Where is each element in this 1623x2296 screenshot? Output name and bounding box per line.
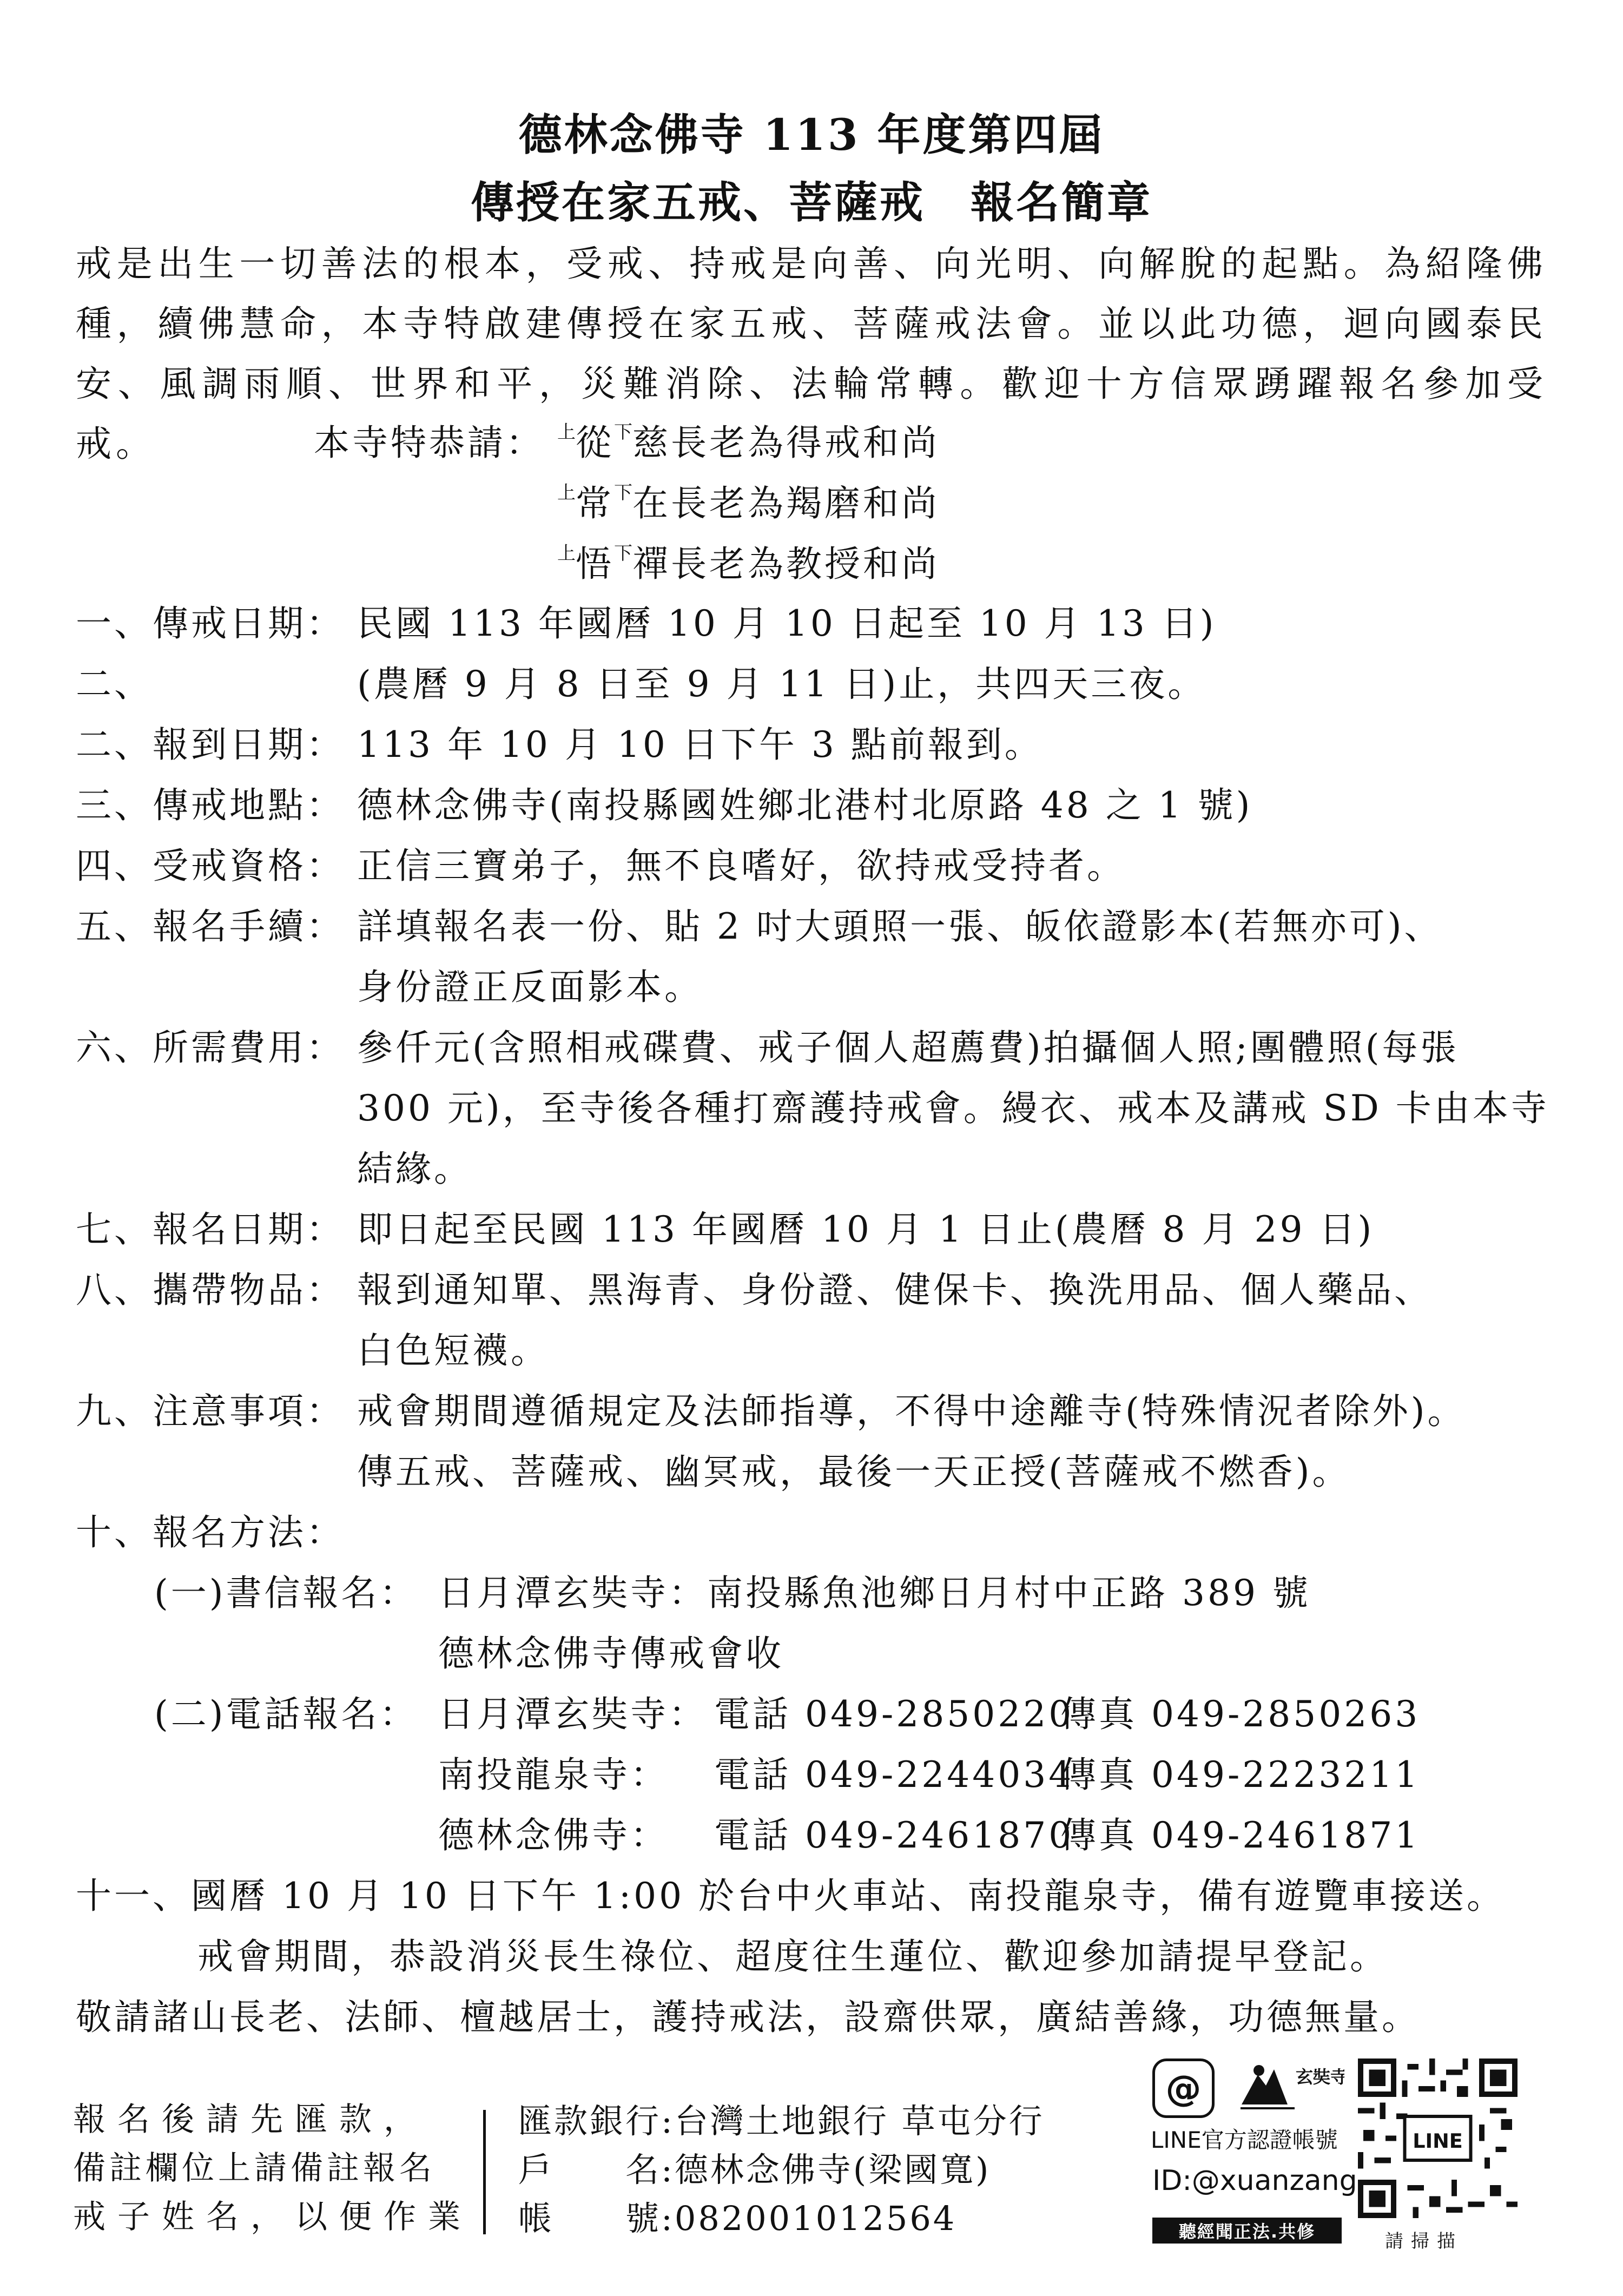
- title-line-1: 德林念佛寺 113 年度第四屆: [518, 109, 1105, 160]
- item-label: 八、攜帶物品：: [76, 1269, 345, 1311]
- account-number-label: 帳 號:: [518, 2199, 675, 2238]
- master-name-char: 從: [576, 422, 614, 464]
- fax-number: 傳真 049-2461871: [1060, 1815, 1421, 1856]
- item-text: 即日起至民國 113 年國曆 10 月 1 日止(農曆 8 月 29 日): [357, 1209, 1375, 1250]
- item-text: 詳填報名表一份、貼 2 吋大頭照一張、皈依證影本(若無亦可)、: [357, 906, 1443, 947]
- item-label: 六、所需費用：: [76, 1027, 345, 1068]
- phone-number: 電話 049-2461870: [714, 1815, 1074, 1856]
- master-name-char: 禪: [632, 543, 671, 585]
- closing-line-1: 戒會期間，恭設消災長生祿位、超度往生蓮位、歡迎參加請提早登記。: [197, 1936, 1388, 1977]
- bank-value: 台灣土地銀行 草屯分行: [674, 2101, 1045, 2141]
- item-text: 113 年 10 月 10 日下午 3 點前報到。: [357, 724, 1043, 766]
- item-label: 七、報名日期：: [76, 1209, 345, 1250]
- footer-divider: [483, 2110, 486, 2234]
- master-role: 長老為羯磨和尚: [671, 483, 940, 524]
- master-role: 長老為教授和尚: [671, 543, 940, 585]
- account-name-value: 德林念佛寺(梁國寬): [674, 2150, 991, 2189]
- qr-code-icon[interactable]: [1358, 2059, 1518, 2218]
- mail-method-line: 德林念佛寺傳戒會收: [438, 1633, 784, 1674]
- fax-number: 傳真 049-2223211: [1060, 1754, 1421, 1796]
- temple-logo: [1236, 2053, 1344, 2118]
- slogan-badge: 聽經聞正法.共修: [1152, 2218, 1342, 2244]
- item-text: 300 元)，至寺後各種打齋護持戒會。縵衣、戒本及講戒 SD 卡由本寺: [357, 1087, 1549, 1129]
- master-role: 長老為得戒和尚: [671, 422, 940, 464]
- master-honorific-upper: 上: [557, 543, 576, 564]
- phone-number: 電話 049-2244034: [714, 1754, 1074, 1796]
- master-honorific-upper: 上: [557, 421, 576, 443]
- item-label: 九、注意事項：: [76, 1390, 345, 1432]
- closing-line-2: 敬請諸山長老、法師、檀越居士，護持戒法，設齋供眾，廣結善緣，功德無量。: [76, 1996, 1420, 2038]
- master-line-2: [557, 482, 940, 524]
- item-text: 德林念佛寺(南投縣國姓鄉北港村北原路 48 之 1 號): [357, 784, 1253, 826]
- footer-note-line: 報名後請先匯款，: [73, 2101, 428, 2139]
- item-11: 十一、國曆 10 月 10 日下午 1:00 於台中火車站、南投龍泉寺，備有遊覽車接送。: [76, 1875, 1506, 1917]
- invite-label: 本寺特恭請：: [314, 422, 544, 464]
- bank-row: [518, 2101, 1045, 2141]
- item-text: 報到通知單、黑海青、身份證、健保卡、換洗用品、個人藥品、: [357, 1269, 1433, 1311]
- phone-temple: 德林念佛寺：: [438, 1815, 669, 1856]
- item-text: 白色短襪。: [357, 1330, 549, 1371]
- master-name-char: 在: [632, 483, 671, 524]
- account-name-row: [518, 2150, 991, 2189]
- line-at-icon: @: [1152, 2059, 1215, 2118]
- master-name-char: 慈: [632, 422, 671, 464]
- item-text: 參仟元(含照相戒碟費、戒子個人超薦費)拍攝個人照;團體照(每張: [357, 1027, 1459, 1068]
- title-line-2: 傳授在家五戒、菩薩戒 報名簡章: [471, 177, 1152, 228]
- fax-number: 傳真 049-2850263: [1060, 1693, 1421, 1735]
- item-label: 五、報名手續：: [76, 906, 345, 947]
- item-text: 結緣。: [357, 1148, 472, 1190]
- master-name-char: 悟: [576, 543, 614, 585]
- master-honorific-lower: 下: [614, 482, 632, 504]
- account-name-label: 戶 名:: [518, 2150, 675, 2189]
- phone-temple: 日月潭玄奘寺：: [438, 1693, 707, 1735]
- mail-method-label: (一)書信報名：: [154, 1572, 418, 1614]
- line-account-label: LINE官方認證帳號: [1151, 2127, 1338, 2153]
- item-label: 二、: [76, 663, 153, 705]
- item-label: 二、報到日期：: [76, 724, 345, 766]
- item-label: 一、傳戒日期：: [76, 603, 345, 644]
- item-text: 傳五戒、菩薩戒、幽冥戒，最後一天正授(菩薩戒不燃香)。: [357, 1451, 1351, 1493]
- line-id[interactable]: ID:@xuanzang: [1152, 2165, 1357, 2197]
- phone-temple: 南投龍泉寺：: [438, 1754, 669, 1796]
- phone-number: 電話 049-2850220: [714, 1693, 1074, 1735]
- master-line-3: [557, 543, 940, 585]
- footer-note-line: 備註欄位上請備註報名: [73, 2149, 436, 2187]
- item-text: (農曆 9 月 8 日至 9 月 11 日)止，共四天三夜。: [357, 663, 1206, 705]
- master-honorific-lower: 下: [614, 543, 632, 564]
- footer-note-line: 戒子姓名，以便作業: [73, 2198, 472, 2236]
- item-label: 四、受戒資格：: [76, 845, 345, 887]
- item-label: 十、報名方法：: [76, 1512, 345, 1553]
- item-text: 正信三寶弟子，無不良嗜好，欲持戒受持者。: [357, 845, 1125, 887]
- master-line-1: [557, 421, 940, 464]
- scan-caption: 請掃描: [1385, 2231, 1463, 2252]
- item-text: 戒會期間遵循規定及法師指導，不得中途離寺(特殊情況者除外)。: [357, 1390, 1466, 1432]
- logo-text: 玄奘寺: [1296, 2067, 1344, 2087]
- intro-paragraph: 戒是出生一切善法的根本，受戒、持戒是向善、向光明、向解脫的起點。為紹隆佛種，續佛慧命，本寺特啟建傳授在家五戒、菩薩戒法會。並以此功德，迴向國泰民安、風調雨順、世界和平，災難消除、法輪常轉。歡迎十方信眾踴躍報名參加受戒。: [76, 243, 1547, 465]
- qr-center-text: LINE: [1413, 2129, 1463, 2153]
- item-text: 民國 113 年國曆 10 月 10 日起至 10 月 13 日): [357, 603, 1217, 644]
- account-number-row: [518, 2199, 957, 2238]
- bank-label: 匯款銀行:: [518, 2101, 675, 2141]
- phone-method-label: (二)電話報名：: [154, 1693, 418, 1735]
- master-name-char: 常: [576, 483, 614, 524]
- temple-logo-graphic: [1236, 2053, 1344, 2118]
- master-honorific-upper: 上: [557, 482, 576, 504]
- item-label: 三、傳戒地點：: [76, 784, 345, 826]
- item-text: 身份證正反面影本。: [357, 966, 703, 1008]
- account-number-value: 082001012564: [674, 2199, 957, 2238]
- mail-method-line: 日月潭玄奘寺：南投縣魚池鄉日月村中正路 389 號: [438, 1572, 1311, 1614]
- master-honorific-lower: 下: [614, 421, 632, 443]
